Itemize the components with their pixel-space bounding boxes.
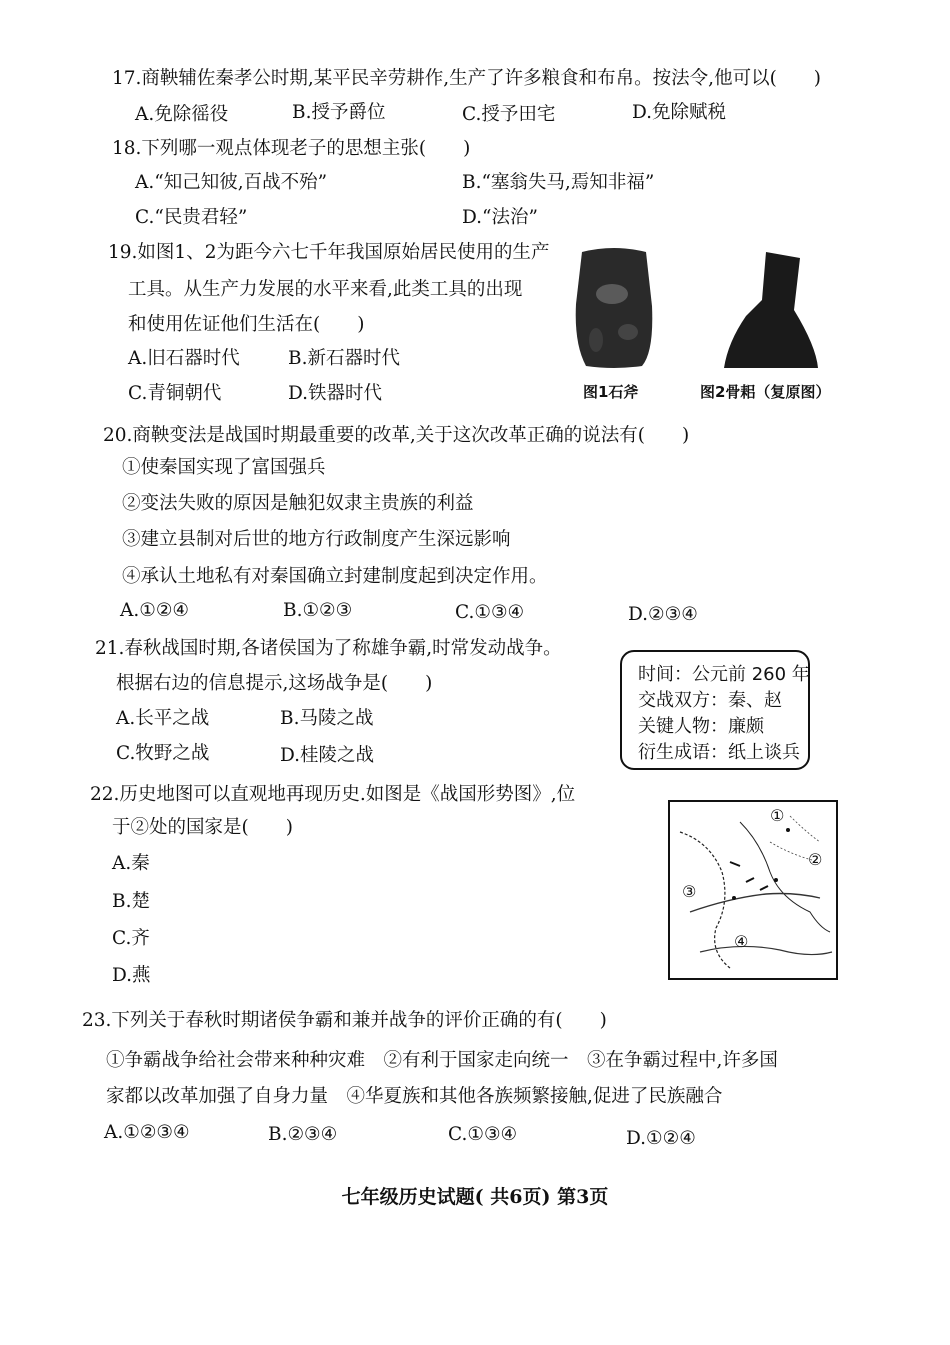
- bone-spade-image: [718, 250, 824, 372]
- battle-info-box: [620, 650, 810, 770]
- q20-statement-1: ①使秦国实现了富国强兵: [122, 457, 326, 478]
- q18-option-b: B.“塞翁失马,焉知非福”: [462, 172, 655, 193]
- stone-axe-image: [572, 244, 656, 370]
- q22-stem-line1: 22.历史地图可以直观地再现历史.如图是《战国形势图》,位: [90, 784, 576, 805]
- q17-option-c: C.授予田宅: [462, 104, 556, 125]
- q23-statements-line1: ①争霸战争给社会带来种种灾难 ②有利于国家走向统一 ③在争霸过程中,许多国: [106, 1050, 778, 1071]
- q18-option-a: A.“知己知彼,百战不殆”: [135, 172, 328, 193]
- q20-statement-4: ④承认土地私有对秦国确立封建制度起到决定作用。: [122, 566, 548, 587]
- q21-option-a: A.长平之战: [116, 708, 210, 729]
- map-marker-3: ③: [682, 882, 697, 901]
- q22-option-d: D.燕: [112, 965, 151, 986]
- q17-stem: 17.商鞅辅佐秦孝公时期,某平民辛劳耕作,生产了许多粮食和布帛。按法令,他可以( ): [112, 68, 822, 89]
- q19-option-c: C.青铜朝代: [128, 383, 222, 404]
- q20-option-b: B.①②③: [283, 600, 353, 621]
- warring-states-map: [668, 800, 838, 980]
- q20-statement-2: ②变法失败的原因是触犯奴隶主贵族的利益: [122, 493, 474, 514]
- q19-option-b: B.新石器时代: [288, 348, 400, 369]
- q17-option-d: D.免除赋税: [632, 102, 727, 123]
- q23-statements-line2: 家都以改革加强了自身力量 ④华夏族和其他各族频繁接触,促进了民族融合: [106, 1086, 723, 1107]
- figure2-caption: 图2骨耜（复原图）: [700, 383, 831, 401]
- q20-stem: 20.商鞅变法是战国时期最重要的改革,关于这次改革正确的说法有( ): [103, 425, 690, 446]
- q20-statement-3: ③建立县制对后世的地方行政制度产生深远影响: [122, 529, 511, 550]
- q21-stem-line1: 21.春秋战国时期,各诸侯国为了称雄争霸,时常发动战争。: [95, 638, 562, 659]
- map-marker-2: ②: [808, 850, 823, 869]
- q19-stem-line3: 和使用佐证他们生活在( ): [128, 314, 365, 335]
- q19-option-d: D.铁器时代: [288, 383, 383, 404]
- q22-stem-line2: 于②处的国家是( ): [112, 817, 293, 838]
- q23-option-a: A.①②③④: [104, 1122, 190, 1143]
- q22-option-a: A.秦: [112, 853, 150, 874]
- q19-option-a: A.旧石器时代: [128, 348, 240, 369]
- q17-option-a: A.免除徭役: [135, 104, 229, 125]
- q21-option-b: B.马陵之战: [280, 708, 374, 729]
- q20-option-c: C.①③④: [455, 602, 525, 623]
- q20-option-a: A.①②④: [120, 600, 189, 621]
- q22-option-c: C.齐: [112, 928, 150, 949]
- q23-option-d: D.①②④: [626, 1128, 696, 1149]
- figure1-caption: 图1石斧: [583, 383, 639, 401]
- q19-stem-line1: 19.如图1、2为距今六七千年我国原始居民使用的生产: [108, 242, 550, 263]
- map-marker-1: ①: [770, 806, 785, 825]
- info-idiom: 衍生成语：纸上谈兵: [638, 742, 800, 763]
- map-marker-4: ④: [734, 932, 749, 951]
- q21-option-d: D.桂陵之战: [280, 745, 375, 766]
- info-time: 时间：公元前 260 年: [638, 664, 810, 685]
- q23-stem: 23.下列关于春秋时期诸侯争霸和兼并战争的评价正确的有( ): [82, 1010, 607, 1031]
- q21-stem-line2: 根据右边的信息提示,这场战争是( ): [116, 673, 433, 694]
- page-footer: 七年级历史试题( 共6页) 第3页: [341, 1186, 609, 1208]
- q18-option-c: C.“民贵君轻”: [135, 207, 248, 228]
- q20-option-d: D.②③④: [628, 604, 698, 625]
- q18-option-d: D.“法治”: [462, 207, 538, 228]
- q23-option-b: B.②③④: [268, 1124, 338, 1145]
- q21-option-c: C.牧野之战: [116, 743, 210, 764]
- info-key-figure: 关键人物：廉颇: [638, 716, 764, 737]
- q22-option-b: B.楚: [112, 891, 150, 912]
- q19-stem-line2: 工具。从生产力发展的水平来看,此类工具的出现: [128, 279, 523, 300]
- q18-stem: 18.下列哪一观点体现老子的思想主张( ): [112, 138, 471, 159]
- info-belligerents: 交战双方：秦、赵: [638, 690, 782, 711]
- q23-option-c: C.①③④: [448, 1124, 518, 1145]
- q17-option-b: B.授予爵位: [292, 102, 386, 123]
